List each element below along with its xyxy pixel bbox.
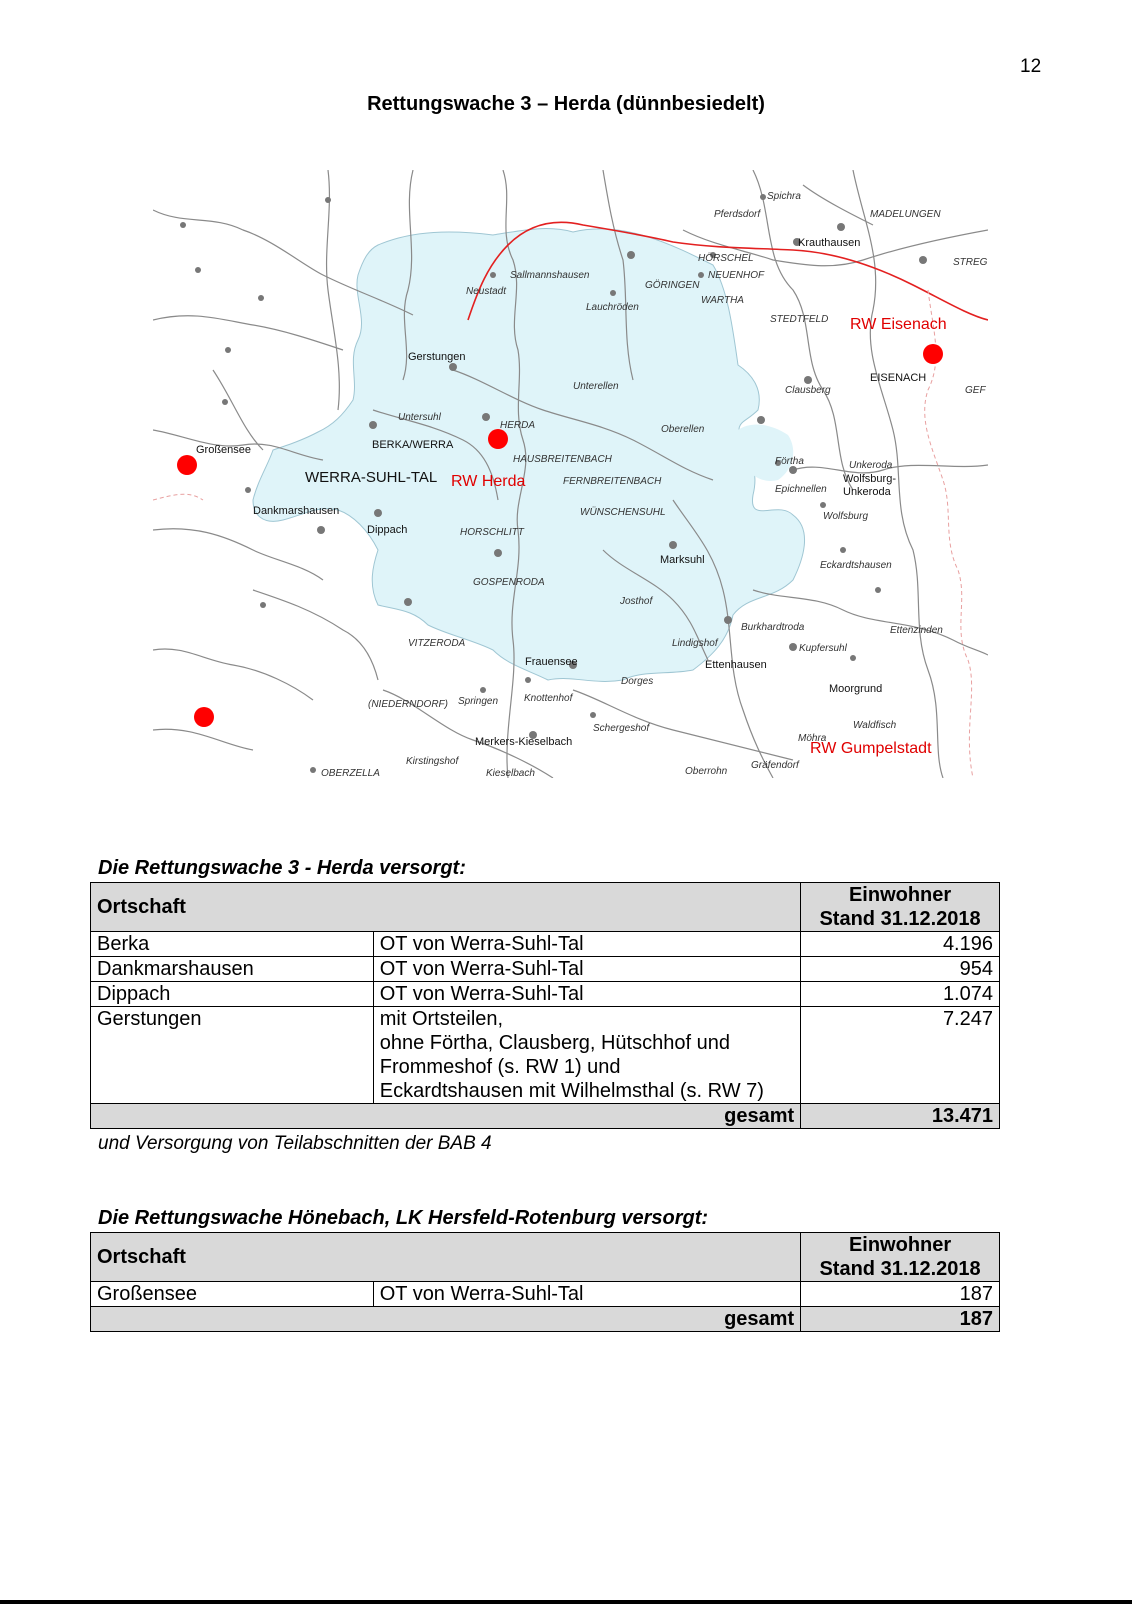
- map-label-eisenach: EISENACH: [870, 372, 927, 384]
- map-label-moorgrund: Moorgrund: [829, 683, 883, 695]
- map-label-sallmannshausen: Sallmannshausen: [510, 270, 590, 281]
- cell-info-line: mit Ortsteilen,: [379, 1008, 504, 1030]
- map-label-schergeshof: Schergeshof: [593, 723, 650, 734]
- header-einwohner-line2: Stand 31.12.2018: [819, 1258, 981, 1280]
- map-label-marksuhl: Marksuhl: [660, 554, 705, 566]
- cell-info: OT von Werra-Suhl-Tal: [373, 957, 800, 982]
- table-header-row: [91, 883, 1000, 932]
- cell-einwohner: 7.247: [801, 1007, 1000, 1104]
- map-label-ettenzinden: Ettenzinden: [890, 625, 943, 636]
- section1-heading: Die Rettungswache 3 - Herda versorgt:: [98, 857, 466, 879]
- page-number: 12: [1020, 56, 1042, 77]
- map-label-fernbreitenbach: FERNBREITENBACH: [563, 476, 662, 487]
- map-label-horschel: HÖRSCHEL: [698, 253, 754, 264]
- map-label-epichnellen: Epichnellen: [775, 484, 827, 495]
- cell-ort: Dippach: [91, 982, 374, 1007]
- map-label-merkers-kieselbach: Merkers-Kieselbach: [475, 736, 573, 748]
- table-header-row: [91, 1233, 1000, 1282]
- cell-einwohner: 1.074: [801, 982, 1000, 1007]
- map-label-kirstingshof: Kirstingshof: [406, 756, 459, 767]
- map-label-josthof: Josthof: [620, 596, 653, 607]
- map-label-kieselbach: Kieselbach: [486, 768, 535, 778]
- cell-ort: Dankmarshausen: [91, 957, 374, 982]
- station-label-eisenach: RW Eisenach: [850, 316, 947, 333]
- map-label-krauthausen: Krauthausen: [798, 237, 861, 249]
- map-label-lauchroden: Lauchröden: [586, 302, 639, 313]
- map-label-dankmarshausen: Dankmarshausen: [253, 505, 340, 517]
- map-label-wolfsburg-unkeroda: Wolfsburg-: [843, 473, 896, 485]
- cell-ort: Berka: [91, 932, 374, 957]
- map-label-knottenhof: Knottenhof: [524, 693, 573, 704]
- cell-ort: Gerstungen: [91, 1007, 374, 1104]
- total-value: 13.471: [801, 1104, 1000, 1129]
- station-marker-hoenebach: [177, 455, 197, 475]
- map-label-untersuhl: Untersuhl: [398, 412, 441, 423]
- map-label-oberrohn: Oberrohn: [685, 766, 728, 777]
- service-area-map: [153, 170, 988, 778]
- cell-ort: Großensee: [91, 1282, 374, 1307]
- cell-info: OT von Werra-Suhl-Tal: [373, 1282, 800, 1307]
- cell-info-line: Eckardtshausen mit Wilhelmsthal (s. RW 7): [379, 1080, 764, 1102]
- bottom-rule: [0, 1600, 1132, 1604]
- station-marker-eisenach: [923, 344, 943, 364]
- map-label-neustadt: Neustadt: [466, 286, 507, 297]
- map-label-lindigshof: Lindigshof: [672, 638, 718, 649]
- station-label-herda: RW Herda: [451, 473, 526, 490]
- map-label-gef: GEF: [965, 385, 986, 396]
- map-label-eckardtshausen: Eckardtshausen: [820, 560, 892, 571]
- map-label-herda: HERDA: [500, 420, 536, 431]
- table-total-row: [91, 1104, 1000, 1129]
- table-row: [91, 957, 1000, 982]
- map-label-gospenroda: GOSPENRODA: [473, 577, 545, 588]
- map-label-spichra: Spichra: [767, 191, 801, 202]
- map-label-madelungen: MADELUNGEN: [870, 209, 941, 220]
- total-value: 187: [801, 1307, 1000, 1332]
- cell-einwohner: 954: [801, 957, 1000, 982]
- map-label-pferdsdorf: Pferdsdorf: [714, 209, 761, 220]
- map-label-dorges: Dorges: [621, 676, 654, 687]
- header-ortschaft: Ortschaft: [91, 883, 801, 932]
- cell-einwohner: 187: [801, 1282, 1000, 1307]
- map-label-stedtfeld: STEDTFELD: [770, 314, 829, 325]
- station-label-gumpelstadt: RW Gumpelstadt: [810, 740, 932, 757]
- map-label-kupfersuhl: Kupfersuhl: [799, 643, 847, 654]
- map-label-waldfisch: Waldfisch: [853, 720, 897, 731]
- map-label-goringen: GÖRINGEN: [645, 280, 700, 291]
- cell-einwohner: 4.196: [801, 932, 1000, 957]
- header-einwohner: [801, 883, 1000, 932]
- header-einwohner-line1: Einwohner: [848, 884, 952, 906]
- table-row: [91, 932, 1000, 957]
- table-row: [91, 1282, 1000, 1307]
- station-marker-herda: [488, 429, 508, 449]
- map-label-streg: STREG: [953, 257, 988, 268]
- map-label-mohra: Möhra: [798, 733, 827, 744]
- map-label-springen: Springen: [458, 696, 499, 707]
- map-label-vitzeroda: VITZERODA: [408, 638, 466, 649]
- table-row: [91, 1007, 1000, 1104]
- total-label: gesamt: [91, 1104, 801, 1129]
- map-label-oberzella: OBERZELLA: [321, 768, 380, 778]
- map-label-unterellen: Unterellen: [573, 381, 619, 392]
- map-label-gerstungen: Gerstungen: [408, 351, 466, 363]
- map-label-wartha: WARTHA: [701, 295, 744, 306]
- cell-info: [373, 1007, 800, 1104]
- map-label-dippach: Dippach: [367, 524, 408, 536]
- cell-info: OT von Werra-Suhl-Tal: [373, 932, 800, 957]
- map-label-neuenhof: NEUENHOF: [708, 270, 765, 281]
- header-einwohner-line1: Einwohner: [848, 1234, 952, 1256]
- map-label-clausberg: Clausberg: [785, 385, 831, 396]
- map-label-frauensee: Frauensee: [525, 656, 578, 668]
- map-label-ettenhausen: Ettenhausen: [705, 659, 767, 671]
- map-label-wunschensuhl: WÜNSCHENSUHL: [580, 507, 666, 518]
- map-label-burkhardtroda: Burkhardtroda: [741, 622, 805, 633]
- map-label-gratendorf: Gräfendorf: [751, 760, 799, 771]
- map-label-grossensee: Großensee: [196, 444, 252, 456]
- cell-info-line: ohne Förtha, Clausberg, Hütschhof und: [379, 1032, 730, 1054]
- population-table-hoenebach: [90, 1232, 1000, 1332]
- cell-info-line: Frommeshof (s. RW 1) und: [379, 1056, 621, 1078]
- map-label-werra-suhl-tal: WERRA-SUHL-TAL: [305, 469, 438, 486]
- map-label-wolfsburg-unkeroda-2: Unkeroda: [843, 486, 891, 498]
- station-marker-west: [194, 707, 214, 727]
- map-label-horschlitt: HORSCHLITT: [460, 527, 524, 538]
- bab4-note: und Versorgung von Teilabschnitten der BAB 4: [98, 1133, 492, 1154]
- map-label-unkeroda: Unkeroda: [849, 460, 893, 471]
- page-title: Rettungswache 3 – Herda (dünnbesiedelt): [367, 93, 765, 115]
- total-label: gesamt: [91, 1307, 801, 1332]
- header-einwohner-line2: Stand 31.12.2018: [819, 908, 981, 930]
- section2-heading: Die Rettungswache Hönebach, LK Hersfeld-Rotenburg versorgt:: [98, 1207, 709, 1229]
- map-label-oberellen: Oberellen: [661, 424, 705, 435]
- table-row: [91, 982, 1000, 1007]
- table-total-row: [91, 1307, 1000, 1332]
- population-table-herda: [90, 882, 1000, 1129]
- header-einwohner: [801, 1233, 1000, 1282]
- map-label-berka-werra: BERKA/WERRA: [372, 439, 454, 451]
- map-label-niederndorf: (NIEDERNDORF): [368, 699, 448, 710]
- header-ortschaft: Ortschaft: [91, 1233, 801, 1282]
- map-label-hausbreitenbach: HAUSBREITENBACH: [513, 454, 612, 465]
- cell-info: OT von Werra-Suhl-Tal: [373, 982, 800, 1007]
- map-label-fortha: Förtha: [775, 456, 804, 467]
- map-label-wolfsburg: Wolfsburg: [823, 511, 869, 522]
